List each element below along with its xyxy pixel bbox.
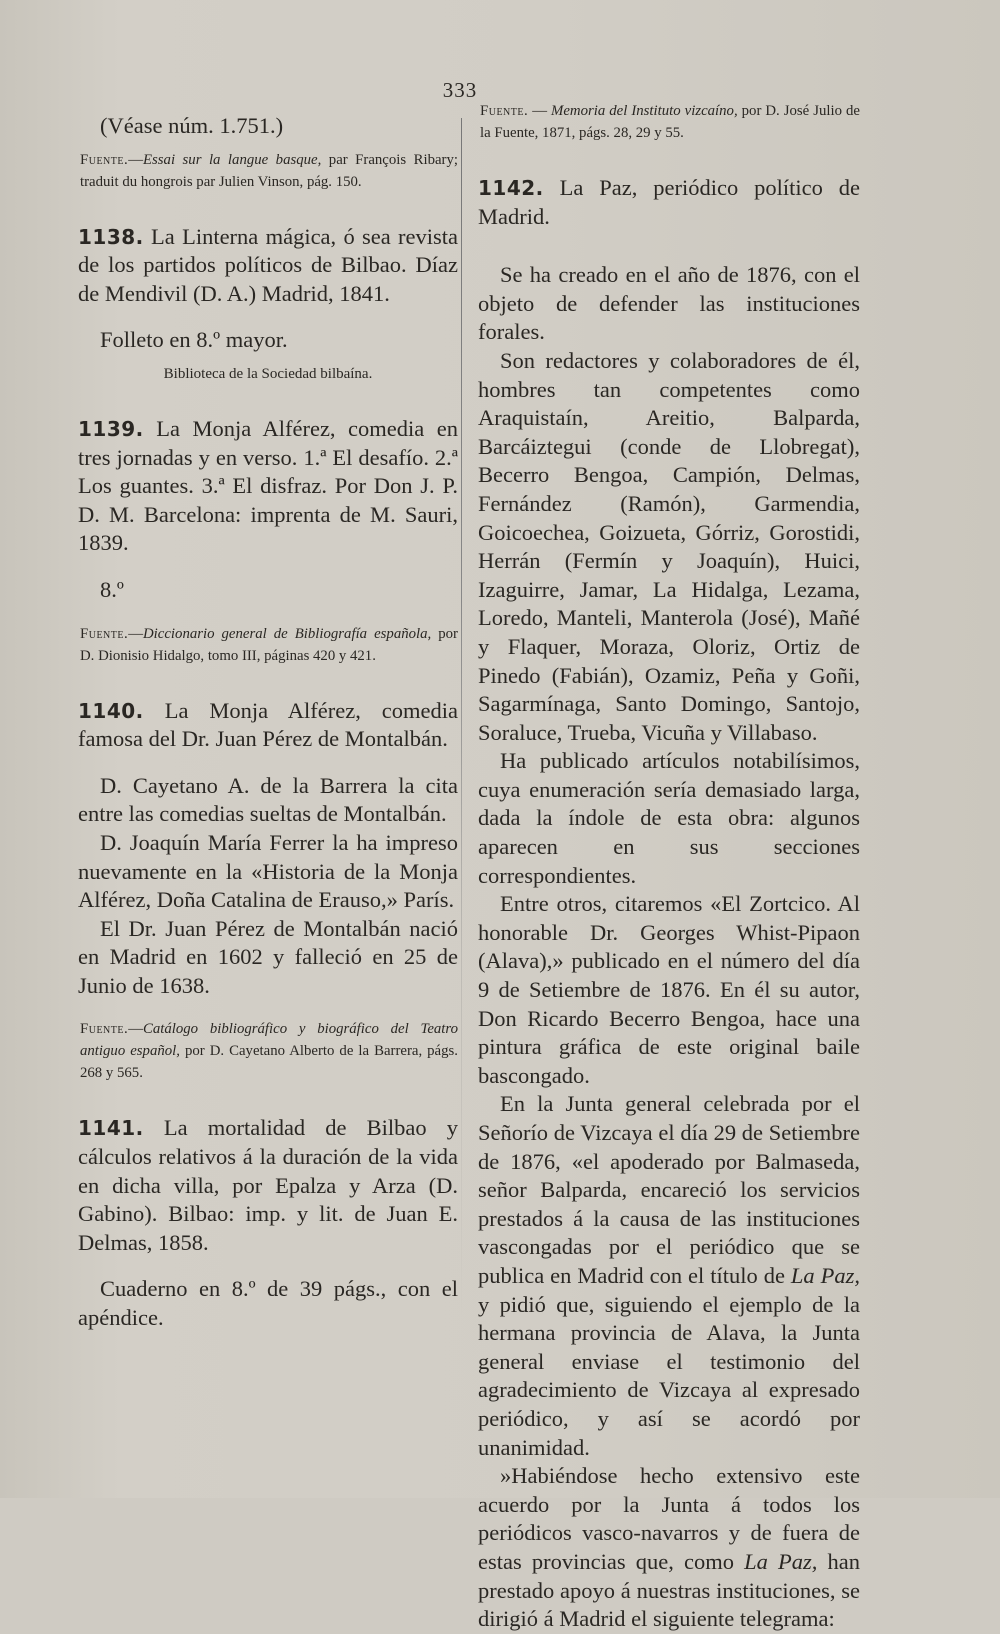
see-reference: (Véase núm. 1.751.) xyxy=(100,113,284,138)
source-note: Fuente.—Essai sur la langue basque, par François Ribary; traduit du hongrois par Julien Vinson, pág. 150. xyxy=(80,151,458,190)
entry-title: La mortalidad de Bilbao y cálculos relativos á la duración de la vida en dicha villa, por Epalza y Arza (D. Gabino). Bilbao: imp. y lit. de Juan E. Delmas, 1858. xyxy=(78,1115,458,1255)
left-column xyxy=(78,112,458,1333)
source-detail: por D. Cayetano Alberto de la Barrera, págs. 268 y 565. xyxy=(80,1043,458,1082)
source-label: Fuente. xyxy=(480,103,529,119)
entry-paragraph: D. Cayetano A. de la Barrera la cita entre las comedias sueltas de Montalbán. xyxy=(78,772,458,827)
entry-paragraph: Entre otros, citaremos «El Zortcico. Al honorable Dr. Georges Whist-Pipaon (Alava),» publicado en el número del día 9 de Setiembre de 1876. En él su autor, Don Ricardo Becerro Bengoa, hace una pintura gráfica de este original baile bascongado. xyxy=(478,891,860,1088)
column-divider xyxy=(461,118,462,1318)
entry-1142 xyxy=(478,174,860,231)
entry-number: 1140. xyxy=(78,698,144,723)
entry-paragraph: El Dr. Juan Pérez de Montalbán nació en Madrid en 1602 y falleció en 25 de Junio de 1638. xyxy=(78,915,458,998)
source-note: Fuente. — Memoria del Instituto vizcaíno, por D. José Julio de la Fuente, 1871, págs. 28, 29 y 55. xyxy=(480,103,860,141)
source-label: Fuente. xyxy=(80,625,129,642)
source-title: Essai sur la langue basque, xyxy=(143,151,322,168)
entry-paragraph: Son redactores y colaboradores de él, hombres tan competentes como Araquistaín, Areitio, Balparda, Barcáiztegui (conde de Llobregat), Becerro Bengoa, Campión, Delmas, Fernández (Ramón), Garmendia, Goicoechea, Goizueta, Górriz, Gorostidi, Herrán (Fermín y Joaquín), Huici, Izaguirre, Jamar, La Hidalga, Lezama, Loredo, Manteli, Manterola (José), Mañé y Flaquer, Moraza, Oloriz, Ortiz de Pinedo (Fabián), Ozamiz, Peña y Goñi, Sagarmínaga, Santo Domingo, Santojo, Soraluce, Trueba, Vicuña y Villabaso. xyxy=(478,347,860,745)
source-detail: par François Ribary; traduit du hongrois par Julien Vinson, pág. 150. xyxy=(80,151,458,190)
entry-paragraph: D. Joaquín María Ferrer la ha impreso nuevamente en la «Historia de la Monja Alférez, Doña Catalina de Erauso,» París. xyxy=(78,829,458,913)
entry-title: La Monja Alférez, comedia en tres jornadas y en verso. 1.ª El desafío. 2.ª Los guantes. 3.ª El disfraz. Por Don J. P. D. M. Barcelona: imprenta de M. Sauri, 1839. xyxy=(78,415,458,556)
source-detail: por D. Dionisio Hidalgo, tomo III, páginas 420 y 421. xyxy=(80,625,458,664)
source-note: Fuente.—Catálogo bibliográfico y biográfico del Teatro antiguo español, por D. Cayetano Alberto de la Barrera, págs. 268 y 565. xyxy=(80,1021,458,1082)
entry-title: La Monja Alférez, comedia famosa del Dr. Juan Pérez de Montalbán. xyxy=(78,697,458,752)
entry-1140 xyxy=(78,697,458,754)
periodical-title: La Paz, xyxy=(744,1548,818,1574)
entry-format: Folleto en 8.º mayor. xyxy=(100,327,288,353)
source-label: Fuente. xyxy=(80,1021,129,1038)
entry-title: La Linterna mágica, ó sea revista de los partidos políticos de Bilbao. Díaz de Mendivil (D. A.) Madrid, 1841. xyxy=(78,223,458,306)
entry-paragraph: Se ha creado en el año de 1876, con el objeto de defender las instituciones forales. xyxy=(478,262,860,345)
entry-paragraph: Ha publicado artículos notabilísimos, cuya enumeración sería demasiado larga, dada la índole de esta obra: algunos aparecen en sus secciones correspondientes. xyxy=(478,748,860,888)
entry-1141 xyxy=(78,1114,458,1257)
source-title: Catálogo bibliográfico y biográfico del Teatro antiguo español, xyxy=(80,1021,458,1060)
right-column xyxy=(478,100,860,1634)
entry-1138 xyxy=(78,223,458,309)
entry-paragraph xyxy=(478,1090,860,1462)
paragraph-text: han prestado apoyo á nuestras instituciones, se dirigió á Madrid el siguiente telegrama: xyxy=(478,1548,860,1632)
paragraph-text: y pidió que, siguiendo el ejemplo de la hermana provincia de Alava, la Junta general enviase el testimonio del agradecimiento de Vizcaya al expresado periódico, y así se acordó por unanimidad. xyxy=(478,1291,860,1460)
source-label: Fuente. xyxy=(80,151,129,168)
source-detail: por D. José Julio de la Fuente, 1871, págs. 28, 29 y 55. xyxy=(480,103,860,141)
periodical-title: La Paz, xyxy=(790,1262,861,1288)
entry-number: 1138. xyxy=(78,224,144,249)
entry-number: 1141. xyxy=(78,1116,144,1141)
entry-format: Cuaderno en 8.º de 39 págs., con el apéndice. xyxy=(78,1276,458,1331)
entry-title: La Paz, periódico político de Madrid. xyxy=(478,175,860,229)
entry-format: 8.º xyxy=(100,576,124,602)
source-title: Diccionario general de Bibliografía española, xyxy=(143,625,432,642)
paragraph-text: En la Junta general celebrada por el Señorío de Vizcaya el día 29 de Setiembre de 1876, «el apoderado por Balmaseda, señor Balparda, encareció los servicios prestados á la causa de las instituciones vascongadas por el periódico que se publica en Madrid con el título de xyxy=(478,1091,860,1288)
page-number: 333 xyxy=(442,78,478,102)
entry-paragraph xyxy=(478,1462,860,1634)
source-note: Fuente.—Diccionario general de Bibliografía española, por D. Dionisio Hidalgo, tomo III, páginas 420 y 421. xyxy=(80,625,458,664)
entry-location: Biblioteca de la Sociedad bilbaína. xyxy=(163,365,373,382)
entry-number: 1142. xyxy=(478,176,544,200)
entry-number: 1139. xyxy=(78,416,144,441)
source-title: Memoria del Instituto vizcaíno, xyxy=(551,103,738,119)
entry-1139 xyxy=(78,415,458,558)
paragraph-text: »Habiéndose hecho extensivo este acuerdo por la Junta á todos los periódicos vasco-navarros y de fuera de estas provincias que, como xyxy=(478,1463,860,1574)
